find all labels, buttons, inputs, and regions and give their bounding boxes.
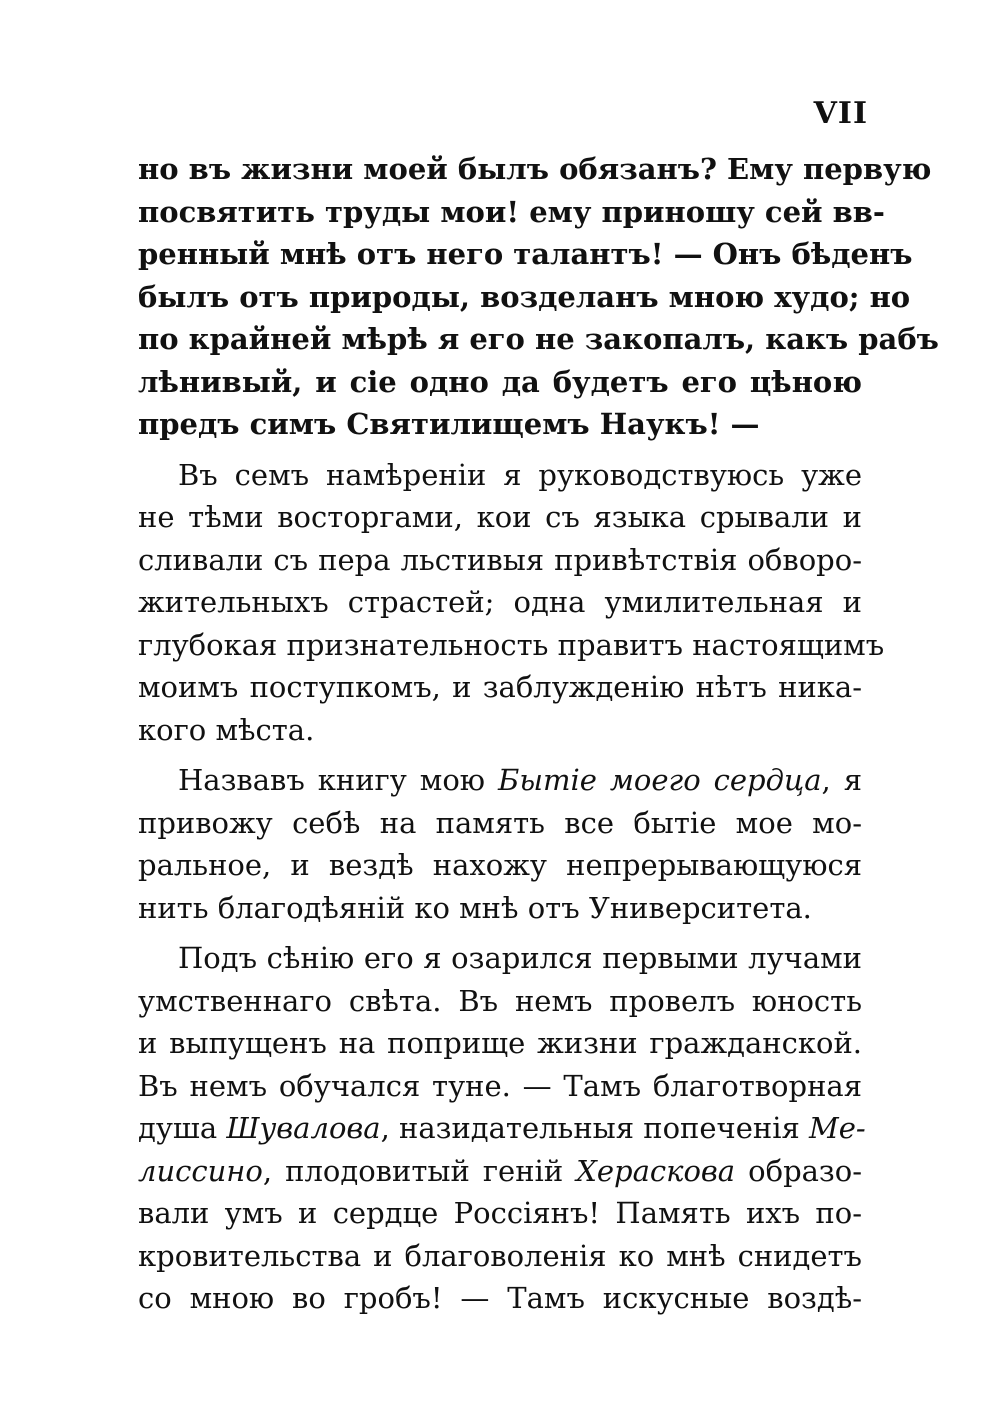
text-line: глубокая признательность правитъ настоящимъ — [138, 627, 885, 662]
text-line: по крайней мѣрѣ я его не закопалъ, какъ рабъ — [138, 322, 939, 356]
text-line: со мною во гробъ! — Тамъ искусные воздѣ- — [138, 1281, 862, 1315]
text-line: предъ симъ Святилищемъ Наукъ! — — [138, 407, 760, 441]
text-line: привожу себѣ на память все бытіе мое мо- — [138, 805, 862, 840]
person-name: лиссино — [138, 1153, 263, 1188]
text-run: , назидательныя попеченія — [380, 1111, 809, 1145]
text-line: вали умъ и сердце Россіянъ! Память ихъ по- — [138, 1196, 862, 1230]
text-line: ренный мнѣ отъ него талантъ! — Онъ бѣденъ — [138, 237, 913, 271]
text-line — [138, 759, 862, 802]
text-run: Назвавъ книгу мою — [178, 763, 499, 797]
person-name: Ме- — [809, 1111, 866, 1145]
text-line: но въ жизни моей былъ обязанъ? Ему первую — [138, 152, 932, 186]
text-line: умственнаго свѣта. Въ немъ провелъ юность — [138, 983, 862, 1018]
paragraph-4 — [138, 937, 866, 1320]
text-line — [138, 1107, 866, 1150]
text-line: кого мѣста. — [138, 712, 315, 747]
text-line: лѣнивый, и сіе одно да будетъ его цѣною — [138, 364, 862, 399]
text-line: моимъ поступкомъ, и заблужденію нѣтъ ника- — [138, 670, 862, 704]
text-line: посвятить труды мои! ему приношу сей вв- — [138, 194, 885, 229]
text-line: не тѣми восторгами, кои съ языка срывали и — [138, 500, 862, 534]
text-run: душа — [138, 1111, 227, 1145]
text-line: Подъ сѣнію его я озарился первыми лучами — [178, 941, 862, 975]
text-line: Въ семъ намѣреніи я руководствуюсь уже — [178, 457, 862, 492]
book-title: Бытіе моего сердца — [498, 763, 822, 797]
text-line: ральное, и вездѣ нахожу непрерывающуюся — [138, 848, 862, 882]
paragraph-2 — [138, 454, 885, 752]
text-line: Въ немъ обучался туне. — Тамъ благотворная — [138, 1068, 862, 1103]
text-line: былъ отъ природы, возделанъ мною худо; но — [138, 279, 911, 314]
paragraph-3 — [138, 759, 862, 929]
text-line: и выпущенъ на поприще жизни гражданской. — [138, 1026, 862, 1060]
text-line — [138, 1150, 862, 1193]
text-line: нить благодѣяній ко мнѣ отъ Университета. — [138, 890, 812, 925]
text-run: , я — [821, 763, 863, 797]
text-line: жительныхъ страстей; одна умилительная и — [138, 585, 862, 619]
paragraph-1 — [138, 148, 939, 446]
text-line: кровительства и благоволенія ко мнѣ снидетъ — [138, 1238, 862, 1273]
page-number: VII — [813, 96, 868, 131]
body-text — [138, 148, 939, 1328]
text-run: образо- — [735, 1153, 862, 1188]
text-line: сливали съ пера льстивыя привѣтствія обворо- — [138, 542, 862, 577]
person-name: Хераскова — [576, 1153, 736, 1188]
text-run: , плодовитый геній — [262, 1153, 577, 1188]
person-name: Шувалова — [226, 1111, 381, 1145]
